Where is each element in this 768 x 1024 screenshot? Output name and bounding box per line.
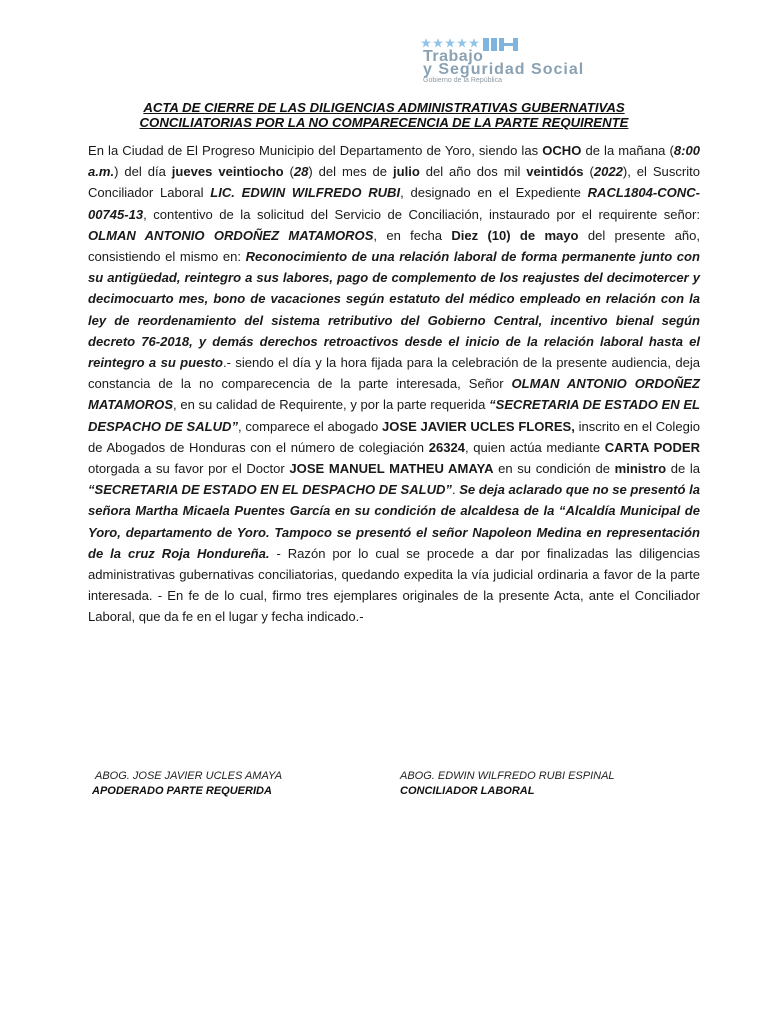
body-text: de la mañana ( — [581, 143, 674, 158]
document-title — [80, 100, 688, 130]
body-text: otorgada a su favor por el Doctor — [88, 461, 290, 477]
signature-block-right — [400, 769, 615, 799]
logo-line-1: Trabajo — [423, 48, 484, 65]
signature-block-left — [92, 769, 282, 799]
body-text: . — [451, 482, 460, 498]
body-text: del presente año, consistiendo el mismo en: — [88, 227, 700, 265]
body-bold-month: julio — [392, 164, 420, 180]
signature-left-role: APODERADO PARTE REQUERIDA — [92, 785, 272, 797]
body-text: ) del día — [114, 164, 172, 180]
body-bold-institution: “SECRETARIA DE ESTADO EN EL DESPACHO DE SALUD” — [88, 397, 700, 434]
signature-left-name: ABOG. JOSE JAVIER UCLES AMAYA — [95, 770, 283, 782]
body-bold-day-number: 28 — [293, 164, 309, 180]
body-text: en su condición de — [493, 461, 615, 477]
logo-subtitle: Gobierno de la República — [423, 77, 502, 84]
body-bold-power: CARTA PODER — [604, 439, 701, 455]
body-bold-requirent: OLMAN ANTONIO ORDOÑEZ MATAMOROS — [88, 227, 374, 243]
h-mark-icon — [483, 38, 519, 51]
body-bold-year-text: veintidós — [526, 164, 584, 180]
body-text: En la Ciudad de El Progreso Municipio del Departamento de Yoro, siendo las — [88, 143, 543, 158]
body-bold-requirent-2: OLMAN ANTONIO ORDOÑEZ MATAMOROS — [88, 376, 700, 413]
body-bold-conciliator: LIC. EDWIN WILFREDO RUBI — [210, 185, 401, 201]
body-text: , en su calidad de Requirente, y por la parte requerida — [173, 397, 490, 413]
body-bold-clarification: Se deja aclarado que no se presentó la señora Martha Micaela Puentes García en su condición de alcaldesa de la “Alcaldía Municipal de Yoro, departamento de Yoro. Tampoco se presentó el señor Napoleon Medina en representación de la cruz Roja Hondureña. — [88, 482, 701, 561]
body-bold-case-number: RACL1804-CONC-00745-13 — [88, 185, 700, 222]
body-bold-day: jueves veintiocho — [171, 164, 284, 180]
body-text: , quien actúa mediante — [465, 439, 605, 455]
body-bold-minister: ministro — [614, 461, 667, 477]
body-bold-claims: Reconocimiento de una relación laboral de forma permanente junto con su antigüedad, reintegro a sus labores, pago de complemento de los reajustes del decimotercer y decimocuarto mes, bono de vacaciones según estatuto del médico empleado en relación con la ley de reordenamiento del sistema retributivo del Gobierno Central, incentivo bienal según decreto 76-2018, y demás derechos retroactivos desde el inicio de la relación laboral hasta el reintegro a su puesto — [88, 249, 701, 371]
body-bold-institution-2: “SECRETARIA DE ESTADO EN EL DESPACHO DE SALUD” — [88, 482, 452, 498]
body-text: inscrito en el Colegio de Abogados de Honduras con el número de colegiación — [88, 418, 700, 455]
signature-right-name: ABOG. EDWIN WILFREDO RUBI ESPINAL — [400, 770, 615, 782]
body-bold-registration: 26324 — [428, 439, 465, 455]
document-body — [88, 140, 700, 628]
body-text: , en fecha — [373, 227, 452, 243]
body-text: ( — [583, 164, 594, 180]
title-line-2: CONCILIATORIAS POR LA NO COMPARECENCIA DE LA PARTE REQUIRENTE — [139, 115, 629, 130]
ministry-logo — [421, 34, 706, 82]
body-text: .- siendo el día y la hora fijada para la celebración de la presente audiencia, deja constancia de la no comparecencia de la parte interesada, Señor — [88, 355, 700, 392]
body-bold-time: 8:00 a.m. — [88, 143, 700, 180]
body-bold-filing-date: Diez (10) de mayo — [451, 227, 579, 243]
title-line-1: ACTA DE CIERRE DE LAS DILIGENCIAS ADMINISTRATIVAS GUBERNATIVAS — [143, 100, 625, 115]
body-bold-doctor: JOSE MANUEL MATHEU AMAYA — [289, 461, 494, 477]
body-text: - Razón por lo cual se procede a dar por finalizadas las diligencias administrativas gubernativas conciliatorias, quedando expedita la vía judicial ordinaria a favor de la parte interesada. - En fe de lo cual, firmo tres ejemplares originales de la presente Acta, ante el Conciliador Laboral, que da fe en el lugar y fecha indicado.- — [88, 545, 700, 625]
body-text: , designado en el Expediente — [400, 185, 588, 201]
body-text: del año dos mil — [419, 164, 527, 180]
body-text: de la — [666, 461, 700, 477]
body-bold-year: 2022 — [593, 164, 623, 180]
body-bold-lawyer: JOSE JAVIER UCLES FLORES, — [381, 418, 575, 434]
body-bold-hour: OCHO — [542, 143, 582, 158]
body-text: ), el Suscrito Conciliador Laboral — [88, 164, 700, 201]
body-text: , contentivo de la solicitud del Servicio de Conciliación, instaurado por el requirente señor: — [143, 206, 700, 222]
logo-line-2: y Seguridad Social — [423, 61, 585, 78]
body-text: , comparece el abogado — [238, 418, 382, 434]
body-text: ( — [283, 164, 294, 180]
signature-right-role: CONCILIADOR LABORAL — [400, 785, 535, 797]
body-text: ) del mes de — [308, 164, 393, 180]
